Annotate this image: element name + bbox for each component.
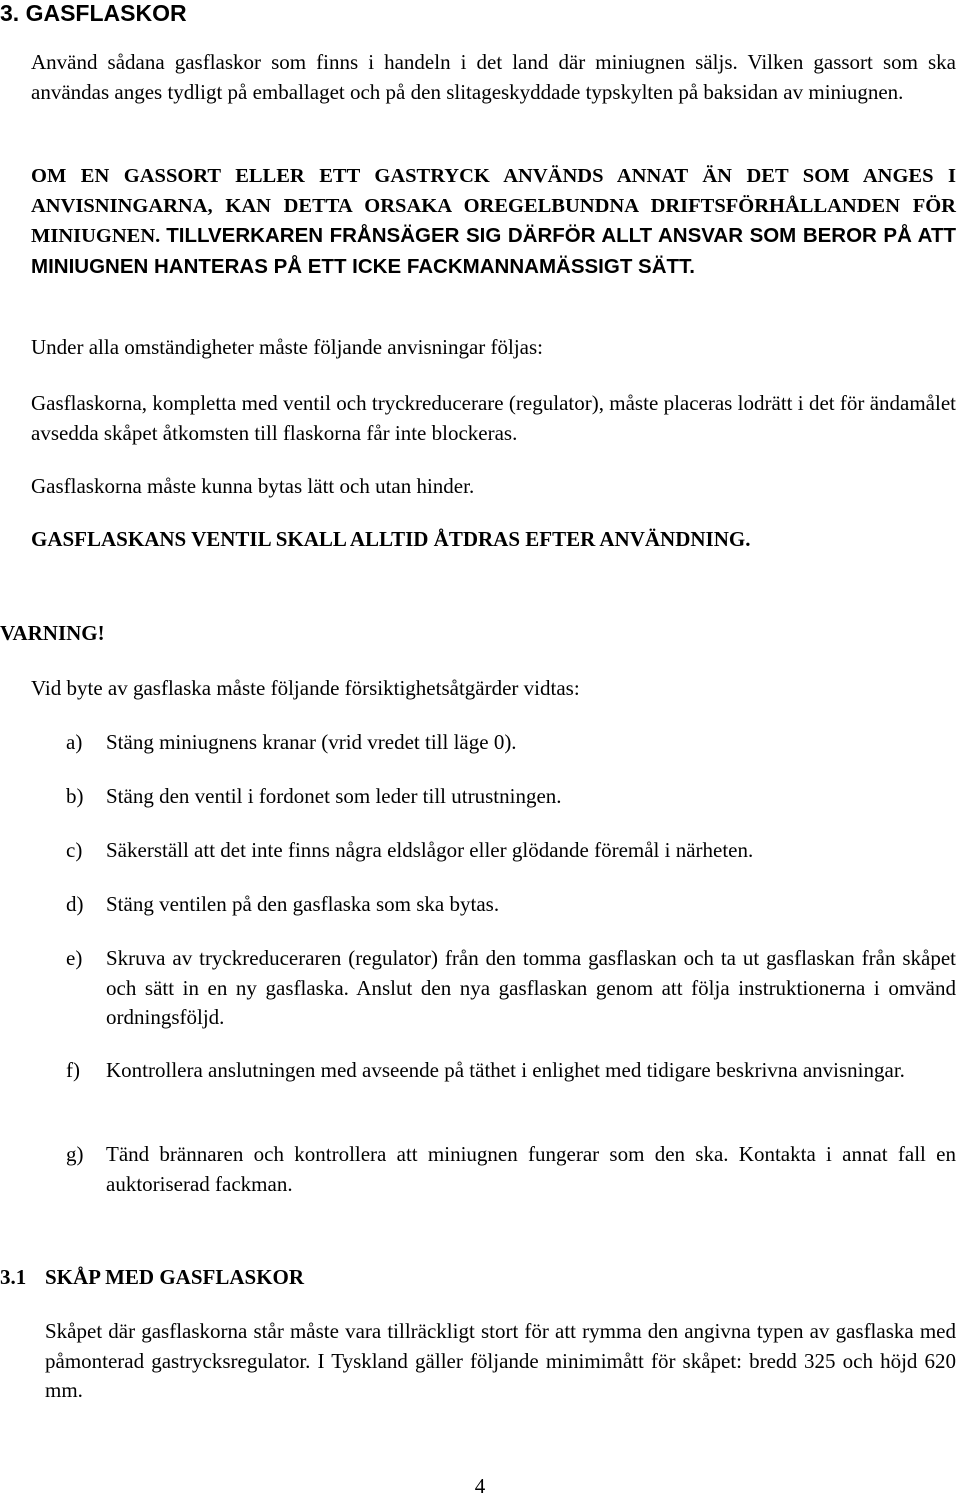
step-e (66, 944, 956, 1033)
step-b (66, 782, 956, 812)
step-c (66, 836, 956, 866)
placement-paragraph: Gasflaskorna, kompletta med ventil och tryckreducerare (regulator), måste placeras lodrätt i det för ändamålet avsedda skåpet åtkomsten till flaskorna får inte blockeras. (31, 391, 956, 445)
step-label: b) (66, 784, 84, 808)
subsection-number: 3.1 (0, 1265, 27, 1289)
step-d (66, 890, 956, 920)
warning-title: VARNING! (0, 621, 105, 645)
caps-warning-part2: TILLVERKAREN FRÅNSÄGER SIG DÄRFÖR ALLT ANSVAR SOM BEROR PÅ ATT MINIUGNEN HANTERAS PÅ ETT ICKE FACKMANNAMÄSSIGT SÄTT. (31, 224, 956, 278)
intro-paragraph: Använd sådana gasflaskor som finns i handeln i det land där miniugnen säljs. Vilken gassort som ska användas anges tydligt på emballaget och på den slitageskyddade typskylten på baksidan av miniugnen. (31, 50, 956, 104)
section-heading: 3. GASFLASKOR (0, 0, 187, 26)
step-text: Stäng ventilen på den gasflaska som ska bytas. (106, 892, 500, 916)
step-g (66, 1140, 956, 1199)
warning-intro: Vid byte av gasflaska måste följande försiktighetsåtgärder vidtas: (31, 676, 580, 700)
subsection-heading (0, 1263, 304, 1291)
step-text: Tänd brännaren och kontrollera att miniugnen fungerar som den ska. Kontakta i annat fall en auktoriserad fackman. (106, 1142, 956, 1196)
step-label: d) (66, 892, 84, 916)
instructions-intro: Under alla omständigheter måste följande anvisningar följas: (31, 335, 544, 359)
step-text: Skruva av tryckreduceraren (regulator) från den tomma gasflaskan och ta ut gasflaskan från skåpet och sätt in en ny gasflaska. Anslut den nya gasflaskan genom att följa instruktionerna i omvänd ordningsföljd. (106, 946, 956, 1029)
step-label: e) (66, 946, 83, 970)
subsection-body: Skåpet där gasflaskorna står måste vara tillräckligt stort för att rymma den angivna typen av gasflaska med påmonterad gastrycksregulator. I Tyskland gäller följande minimimått för skåpet: bredd 325 och höjd 620 mm. (45, 1319, 956, 1402)
step-text: Kontrollera anslutningen med avseende på täthet i enlighet med tidigare beskrivna anvisningar. (106, 1058, 905, 1082)
caps-warning-part1: OM EN GASSORT ELLER ETT GASTRYCK ANVÄNDS ANNAT ÄN DET SOM ANGES I ANVISNINGARNA, KAN DETTA ORSAKA OREGELBUNDNA DRIFTSFÖRHÅLLANDEN FÖR MINIUGNEN. (31, 165, 956, 247)
caps-warning-paragraph (31, 162, 956, 282)
page-number: 4 (474, 1474, 486, 1498)
step-label: f) (66, 1058, 80, 1082)
valve-notice: GASFLASKANS VENTIL SKALL ALLTID ÅTDRAS EFTER ANVÄNDNING. (31, 527, 751, 551)
step-text: Stäng den ventil i fordonet som leder till utrustningen. (106, 784, 562, 808)
step-f (66, 1056, 956, 1086)
step-text: Stäng miniugnens kranar (vrid vredet till läge 0). (106, 730, 517, 754)
subsection-title: SKÅP MED GASFLASKOR (45, 1265, 305, 1289)
step-a (66, 728, 956, 758)
step-label: c) (66, 838, 83, 862)
replacement-paragraph: Gasflaskorna måste kunna bytas lätt och utan hinder. (31, 474, 475, 498)
step-text: Säkerställ att det inte finns några eldslågor eller glödande föremål i närheten. (106, 838, 754, 862)
step-label: a) (66, 730, 83, 754)
step-label: g) (66, 1142, 84, 1166)
